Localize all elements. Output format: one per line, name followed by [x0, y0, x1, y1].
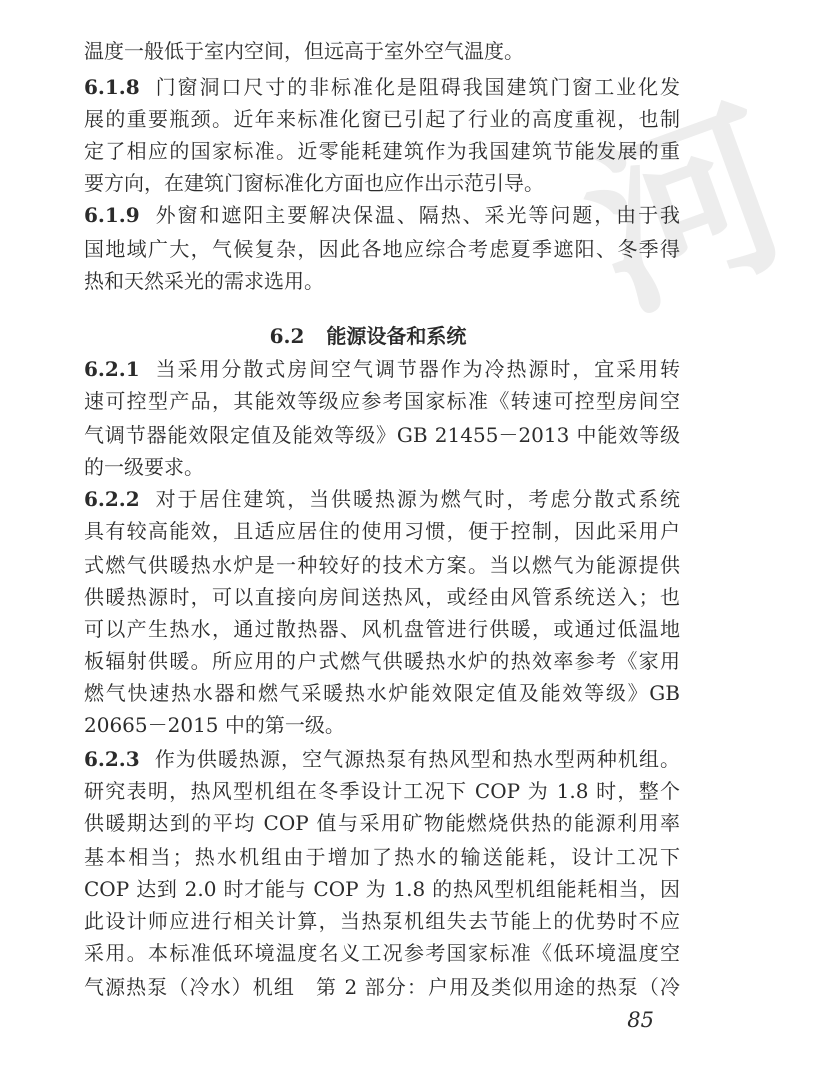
text-line [84, 103, 680, 136]
text-line [84, 937, 680, 970]
text-line [84, 581, 680, 614]
text-line [84, 265, 680, 298]
line-text: 燃气快速热水器和燃气采暖热水炉能效限定值及能效等级》GB [84, 681, 680, 705]
clause-number: 6.2.2 [84, 487, 140, 511]
line-text: 国地域广大，气候复杂，因此各地应综合考虑夏季遮阳、冬季得 [84, 237, 680, 261]
text-line [84, 873, 680, 906]
line-text: 式燃气供暖热水炉是一种较好的技术方案。当以燃气为能源提供 [84, 553, 680, 577]
text-line [84, 71, 680, 104]
line-text: 此设计师应进行相关计算，当热泵机组失去节能上的优势时不应 [84, 909, 680, 933]
clause-number: 6.2.3 [84, 747, 140, 771]
line-text: 热和天然采光的需求选用。 [84, 269, 324, 293]
line-text: 门窗洞口尺寸的非标准化是阻碍我国建筑门窗工业化发 [153, 75, 680, 99]
text-line [84, 233, 680, 266]
line-text: 20665－2015 中的第一级。 [84, 713, 345, 737]
text-line [84, 645, 680, 678]
text-line [84, 451, 680, 484]
text-line [84, 549, 680, 582]
clause-number: 6.2.1 [84, 357, 140, 381]
line-text: 展的重要瓶颈。近年来标准化窗已引起了行业的高度重视，也制 [84, 107, 680, 131]
line-text: 外窗和遮阳主要解决保温、隔热、采光等问题，由于我 [153, 203, 680, 227]
text-line [84, 807, 680, 840]
text-line [84, 135, 680, 168]
text-line [84, 743, 680, 776]
text-line [84, 35, 680, 68]
line-text: 温度一般低于室内空间，但远高于室外空气温度。 [84, 39, 524, 63]
line-text: 基本相当；热水机组由于增加了热水的输送能耗，设计工况下 [84, 845, 680, 869]
text-line [84, 841, 680, 874]
clause-number: 6.1.8 [84, 75, 140, 99]
line-text: 可以产生热水，通过散热器、风机盘管进行供暖，或通过低温地 [84, 617, 680, 641]
line-text: 供暖热源时，可以直接向房间送热风，或经由风管系统送入；也 [84, 585, 680, 609]
text-line [84, 353, 680, 386]
line-text: 速可控型产品，其能效等级应参考国家标准《转速可控型房间空 [84, 389, 680, 413]
line-text: 板辐射供暖。所应用的户式燃气供暖热水炉的热效率参考《家用 [84, 649, 680, 673]
text-line [84, 905, 680, 938]
text-line [84, 613, 680, 646]
text-line [84, 677, 680, 710]
line-text: 气调节器能效限定值及能效等级》GB 21455－2013 中能效等级 [84, 423, 680, 447]
line-text: 气源热泵（冷水）机组 第 2 部分：户用及类似用途的热泵（冷 [84, 975, 680, 999]
text-line [84, 775, 680, 808]
line-text: 要方向，在建筑门窗标准化方面也应作出示范引导。 [84, 171, 544, 195]
text-line [84, 385, 680, 418]
line-text: 采用。本标准低环境温度名义工况参考国家标准《低环境温度空 [84, 941, 680, 965]
text-line [84, 515, 680, 548]
section-heading [0, 320, 736, 353]
line-text: 研究表明，热风型机组在冬季设计工况下 COP 为 1.8 时，整个 [84, 779, 680, 803]
line-text: 对于居住建筑，当供暖热源为燃气时，考虑分散式系统 [153, 487, 680, 511]
clause-number: 6.1.9 [84, 203, 140, 227]
line-text: 定了相应的国家标准。近零能耗建筑作为我国建筑节能发展的重 [84, 139, 680, 163]
line-text: 供暖期达到的平均 COP 值与采用矿物能燃烧供热的能源利用率 [84, 811, 680, 835]
section-title: 能源设备和系统 [326, 324, 467, 348]
text-line [84, 199, 680, 232]
line-text: 具有较高能效，且适应居住的使用习惯，便于控制，因此采用户 [84, 519, 680, 543]
text-line [84, 167, 680, 200]
watermark-glyph: 河 [559, 75, 814, 348]
text-line [84, 419, 680, 452]
line-text: 当采用分散式房间空气调节器作为冷热源时，宜采用转 [153, 357, 680, 381]
line-text: COP 达到 2.0 时才能与 COP 为 1.8 的热风型机组能耗相当，因 [84, 877, 680, 901]
text-line [84, 483, 680, 516]
text-line [84, 971, 680, 1004]
line-text: 作为供暖热源，空气源热泵有热风型和热水型两种机组。 [153, 747, 680, 771]
line-text: 的一级要求。 [84, 455, 204, 479]
text-line [84, 709, 680, 742]
section-number: 6.2 [269, 324, 305, 348]
page-number: 85 [627, 1008, 654, 1032]
